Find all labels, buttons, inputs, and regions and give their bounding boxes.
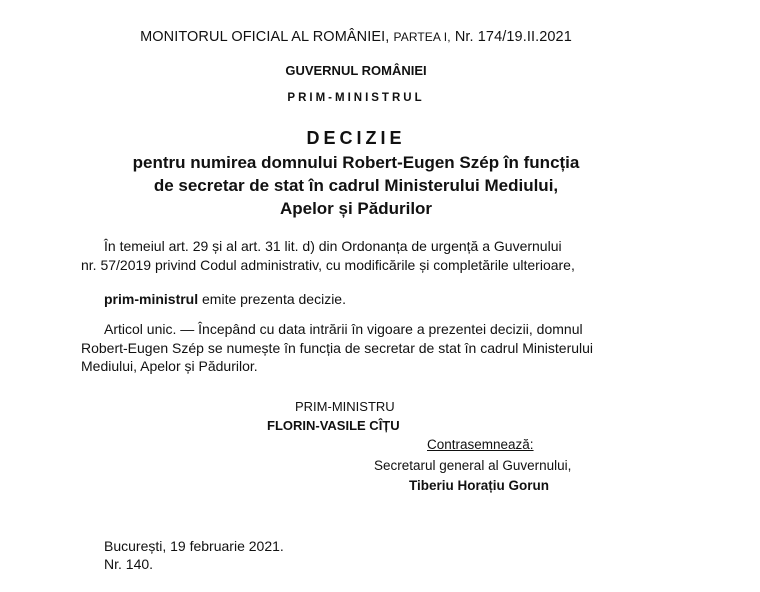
signatory-role: PRIM-MINISTRU — [295, 399, 395, 414]
gazette-issue: Nr. 174/19.II.2021 — [454, 29, 572, 45]
document-number: Nr. 140. — [104, 556, 154, 572]
article-paragraph — [81, 320, 664, 376]
paragraph-line: În temeiul art. 29 și al art. 31 lit. d) din Ordonanța de urgență a Guvernului — [104, 238, 562, 254]
prime-minister-heading: PRIM-MINISTRUL — [287, 92, 425, 104]
gazette-part: PARTEA I, — [393, 30, 451, 44]
gazette-publication: MONITORUL OFICIAL AL ROMÂNIEI, — [140, 29, 390, 45]
place-and-date: București, 19 februarie 2021. — [104, 538, 284, 554]
countersignature-label: Contrasemnează: — [427, 437, 534, 452]
document-title-line: Apelor și Pădurilor — [279, 199, 433, 218]
signatory-name: FLORIN-VASILE CÎȚU — [267, 418, 400, 433]
paragraph-line: Robert-Eugen Szép se numește în funcția de secretar de stat în cadrul Ministerului — [81, 339, 594, 356]
legal-basis-paragraph — [81, 237, 664, 274]
document-type: DECIZIE — [306, 128, 406, 148]
document-title-line: de secretar de stat în cadrul Ministerului Mediului, — [153, 176, 559, 195]
issuer-bold-text: prim-ministrul — [104, 291, 199, 307]
document-title-line: pentru numirea domnului Robert-Eugen Szép în funcția — [132, 153, 580, 172]
document-title — [0, 151, 712, 220]
countersignatory-name: Tiberiu Horațiu Gorun — [409, 478, 550, 493]
government-heading: GUVERNUL ROMÂNIEI — [285, 63, 427, 78]
paragraph-line: nr. 57/2019 privind Codul administrativ, cu modificările și completările ulterioare, — [81, 256, 575, 273]
paragraph-line: Mediului, Apelor și Pădurilor. — [81, 358, 258, 374]
issuance-paragraph — [104, 290, 664, 309]
paragraph-line: Articol unic. — Începând cu data intrării în vigoare a prezentei decizii, domnul — [104, 321, 583, 337]
issuance-text: emite prezenta decizie. — [198, 291, 346, 307]
countersignatory-role: Secretarul general al Guvernului, — [374, 458, 572, 473]
gazette-header — [0, 29, 712, 45]
